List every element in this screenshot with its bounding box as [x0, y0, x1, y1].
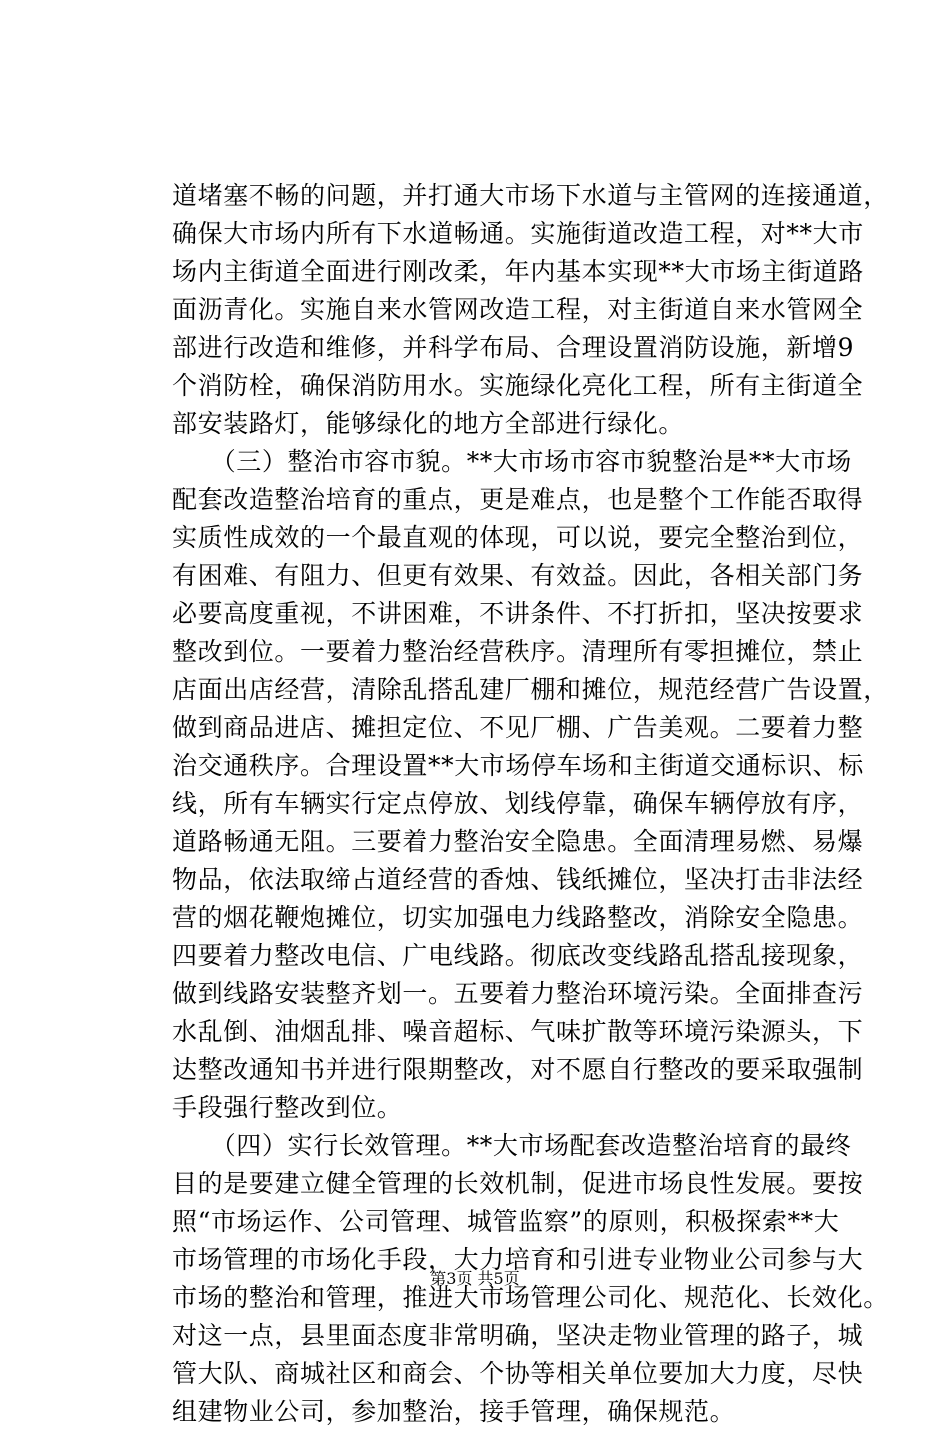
text-line: 道堵塞不畅的问题，并打通大市场下水道与主管网的连接通道， — [172, 181, 889, 210]
text-line: （四）实行长效管理。**大市场配套改造整治培育的最终 — [172, 1131, 852, 1160]
text-line: 市场管理的市场化手段，大力培育和引进专业物业公司参与大 — [172, 1245, 864, 1274]
text-line: 目的是要建立健全管理的长效机制，促进市场良性发展。要按 — [172, 1169, 864, 1198]
text-line: 实质性成效的一个最直观的体现，可以说，要完全整治到位， — [172, 523, 864, 552]
text-line: 面沥青化。实施自来水管网改造工程，对主街道自来水管网全 — [172, 295, 864, 324]
body-text — [172, 177, 889, 1431]
text-line: 部安装路灯，能够绿化的地方全部进行绿化。 — [172, 409, 685, 438]
text-line: 道路畅通无阻。三要着力整治安全隐患。全面清理易燃、易爆 — [172, 827, 864, 856]
text-line: 物品，依法取缔占道经营的香烛、钱纸摊位，坚决打击非法经 — [172, 865, 864, 894]
text-line: 对这一点，县里面态度非常明确，坚决走物业管理的路子，城 — [172, 1321, 864, 1350]
text-line: 做到线路安装整齐划一。五要着力整治环境污染。全面排查污 — [172, 979, 864, 1008]
text-line: （三）整治市容市貌。**大市场市容市貌整治是**大市场 — [172, 447, 852, 476]
text-line: 个消防栓，确保消防用水。实施绿化亮化工程，所有主街道全 — [172, 371, 864, 400]
text-line: 线，所有车辆实行定点停放、划线停靠，确保车辆停放有序， — [172, 789, 864, 818]
text-line: 达整改通知书并进行限期整改，对不愿自行整改的要采取强制 — [172, 1055, 864, 1084]
text-line: 照“市场运作、公司管理、城管监察”的原则，积极探索**大 — [172, 1207, 840, 1236]
text-line: 营的烟花鞭炮摊位，切实加强电力线路整改，消除安全隐患。 — [172, 903, 864, 932]
text-line: 市场的整治和管理，推进大市场管理公司化、规范化、长效化。 — [172, 1283, 889, 1312]
text-line: 组建物业公司，参加整治，接手管理，确保规范。 — [172, 1397, 736, 1426]
text-line: 场内主街道全面进行刚改柔，年内基本实现**大市场主街道路 — [172, 257, 864, 286]
text-line: 四要着力整改电信、广电线路。彻底改变线路乱搭乱接现象， — [172, 941, 864, 970]
text-line: 部进行改造和维修，并科学布局、合理设置消防设施，新增9 — [172, 333, 855, 362]
text-line: 管大队、商城社区和商会、个协等相关单位要加大力度，尽快 — [172, 1359, 864, 1388]
text-line: 做到商品进店、摊担定位、不见厂棚、广告美观。二要着力整 — [172, 713, 864, 742]
text-line: 整改到位。一要着力整治经营秩序。清理所有零担摊位，禁止 — [172, 637, 864, 666]
text-line: 手段强行整改到位。 — [172, 1093, 403, 1122]
text-line: 水乱倒、油烟乱排、噪音超标、气味扩散等环境污染源头，下 — [172, 1017, 864, 1046]
page-footer: 第3页 共5页 — [430, 1269, 520, 1288]
text-line: 治交通秩序。合理设置**大市场停车场和主街道交通标识、标 — [172, 751, 864, 780]
text-line: 确保大市场内所有下水道畅通。实施街道改造工程，对**大市 — [172, 219, 864, 248]
text-line: 必要高度重视，不讲困难，不讲条件、不打折扣，坚决按要求 — [172, 599, 864, 628]
text-line: 店面出店经营，清除乱搭乱建厂棚和摊位，规范经营广告设置， — [172, 675, 889, 704]
text-line: 有困难、有阻力、但更有效果、有效益。因此，各相关部门务 — [172, 561, 864, 590]
text-line: 配套改造整治培育的重点，更是难点，也是整个工作能否取得 — [172, 485, 864, 514]
